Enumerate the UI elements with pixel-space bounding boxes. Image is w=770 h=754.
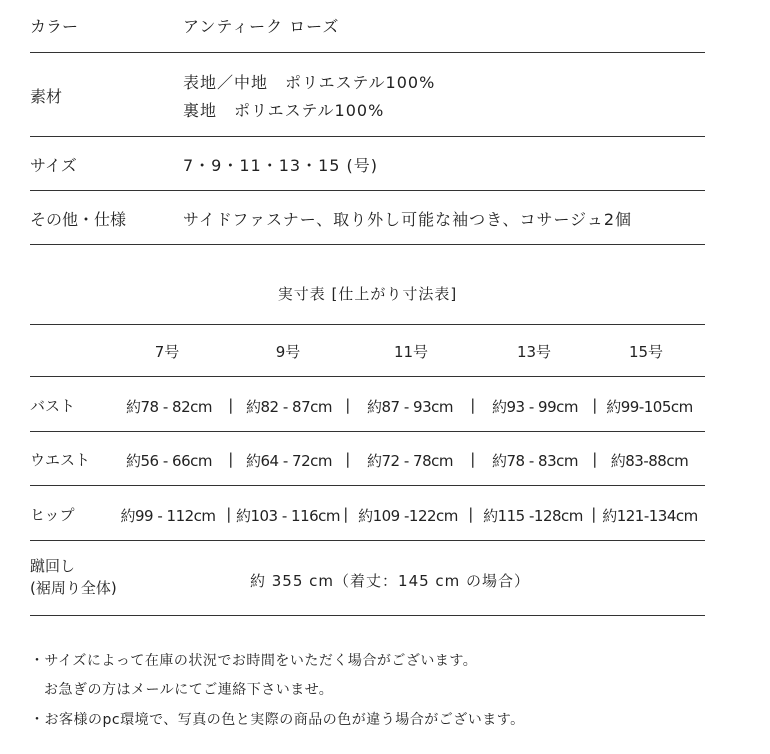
spec-value-material-outer: 表地／中地 ポリエステル100%: [183, 73, 436, 92]
divider: [30, 244, 705, 245]
table-cell: 約109 -122cm: [358, 507, 458, 525]
divider: [30, 431, 705, 432]
table-cell: 約87 - 93cm: [367, 398, 453, 416]
cell-separator: |: [345, 450, 350, 468]
table-cell: 約115 -128cm: [483, 507, 583, 525]
table-cell: 約78 - 82cm: [126, 398, 212, 416]
table-cell: 約64 - 72cm: [246, 452, 332, 470]
divider: [30, 52, 705, 53]
size-table-caption: 実寸表 [仕上がり寸法表]: [277, 285, 458, 303]
cell-separator: |: [591, 505, 596, 523]
spec-value-other: サイドファスナー、取り外し可能な袖つき、コサージュ2個: [183, 210, 633, 229]
cell-separator: |: [345, 396, 350, 414]
table-cell: 約99-105cm: [606, 398, 693, 416]
row-label-waist: ウエスト: [30, 451, 91, 469]
table-cell: 約103 - 116cm: [235, 507, 341, 525]
row-label-bust: バスト: [30, 397, 76, 415]
spec-value-color: アンティーク ローズ: [183, 17, 340, 36]
column-header-15: 15号: [628, 343, 664, 361]
cell-separator: |: [592, 396, 597, 414]
table-cell: 約93 - 99cm: [492, 398, 578, 416]
table-cell: 約99 - 112cm: [120, 507, 216, 525]
table-cell: 約72 - 78cm: [367, 452, 453, 470]
spec-label-size: サイズ: [30, 156, 77, 175]
table-cell: 約82 - 87cm: [246, 398, 332, 416]
table-cell: 約56 - 66cm: [126, 452, 212, 470]
cell-separator: |: [592, 450, 597, 468]
divider: [30, 485, 705, 486]
note-contact: お急ぎの方はメールにてご連絡下さいませ。: [44, 682, 334, 698]
spec-label-other: その他・仕様: [30, 210, 127, 229]
spec-value-material-lining: 裏地 ポリエステル100%: [183, 101, 385, 120]
spec-label-material: 素材: [30, 87, 63, 106]
row-label-hem-sub: (裾周り全体): [30, 579, 117, 597]
spec-label-color: カラー: [30, 17, 79, 36]
table-cell: 約78 - 83cm: [492, 452, 578, 470]
divider: [30, 376, 705, 377]
divider: [30, 136, 705, 137]
cell-separator: |: [228, 450, 233, 468]
table-cell: 約121-134cm: [602, 507, 698, 525]
divider: [30, 324, 705, 325]
cell-separator: |: [228, 396, 233, 414]
column-header-11: 11号: [393, 343, 429, 361]
divider: [30, 540, 705, 541]
column-header-9: 9号: [275, 343, 301, 361]
divider: [30, 615, 705, 616]
cell-separator: |: [468, 505, 473, 523]
column-header-13: 13号: [516, 343, 552, 361]
hem-value: 約 355 cm（着丈：145 cm の場合）: [250, 572, 531, 590]
cell-separator: |: [343, 505, 348, 523]
row-label-hip: ヒップ: [30, 506, 75, 524]
cell-separator: |: [226, 505, 231, 523]
cell-separator: |: [470, 450, 475, 468]
spec-value-size: 7・9・11・13・15 (号): [183, 156, 379, 175]
table-cell: 約83-88cm: [610, 452, 689, 470]
cell-separator: |: [470, 396, 475, 414]
row-label-hem: 蹴回し: [30, 557, 76, 575]
divider: [30, 190, 705, 191]
column-header-7: 7号: [154, 343, 180, 361]
note-stock: ・サイズによって在庫の状況でお時間をいただく場合がございます。: [30, 653, 478, 669]
note-color: ・お客様のpc環境で、写真の色と実際の商品の色が違う場合がございます。: [30, 712, 525, 728]
